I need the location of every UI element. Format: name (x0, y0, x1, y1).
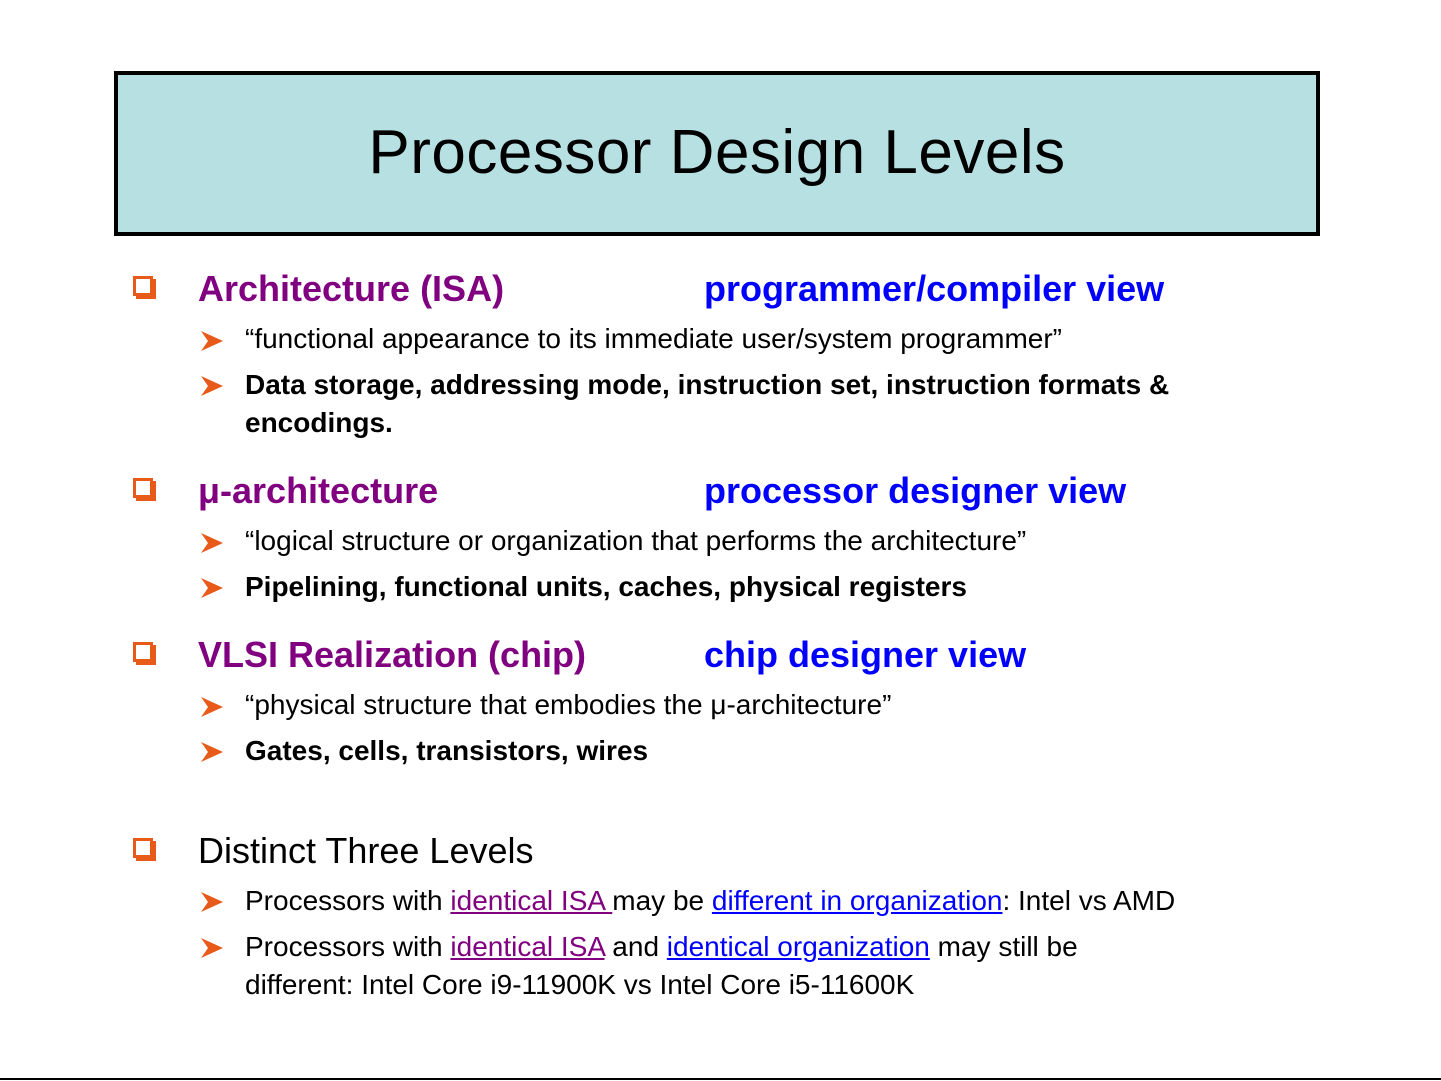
arrowhead-icon (201, 578, 223, 598)
hollow-square-icon (133, 276, 153, 296)
section-item: Pipelining, functional units, caches, physical registers (245, 571, 967, 602)
section-heading: Distinct Three Levels (198, 830, 534, 871)
section-heading: Architecture (ISA) (198, 268, 505, 309)
section-item (245, 928, 1078, 1004)
link-identical-isa[interactable]: identical ISA (450, 885, 613, 916)
title-box (114, 71, 1320, 236)
text-run: Processors with (245, 931, 451, 962)
section-item (245, 882, 1175, 920)
text-run: may be (612, 885, 712, 916)
link-different-organization[interactable]: different in organization (711, 885, 1003, 916)
section-view: chip designer view (704, 634, 1027, 675)
arrowhead-icon (201, 938, 223, 958)
section-heading: VLSI Realization (chip) (198, 634, 587, 675)
section-item: Data storage, addressing mode, instruction set, instruction formats & encodings. (245, 369, 1170, 438)
arrowhead-icon (201, 376, 223, 396)
slide-title: Processor Design Levels (368, 118, 1066, 187)
text-run: different: Intel Core i9-11900K vs Intel Core i5-11600K (245, 969, 915, 1000)
text-run: : Intel vs AMD (1002, 885, 1176, 916)
section-item: “functional appearance to its immediate user/system programmer” (245, 323, 1063, 354)
arrowhead-icon (201, 331, 223, 351)
arrowhead-icon (201, 697, 223, 717)
arrowhead-icon (201, 742, 223, 762)
text-run: and (604, 931, 667, 962)
text-run: may still be (929, 931, 1078, 962)
hollow-square-icon (133, 838, 153, 858)
section-heading: μ-architecture (198, 470, 439, 511)
hollow-square-icon (133, 642, 153, 662)
arrowhead-icon (201, 892, 223, 912)
footer-divider (0, 1078, 1441, 1080)
link-identical-organization[interactable]: identical organization (666, 931, 930, 962)
arrowhead-icon (201, 533, 223, 553)
section-view: processor designer view (704, 470, 1127, 511)
hollow-square-icon (133, 478, 153, 498)
link-identical-isa[interactable]: identical ISA (450, 931, 605, 962)
section-item: Gates, cells, transistors, wires (245, 735, 649, 766)
section-item: “logical structure or organization that performs the architecture” (245, 525, 1027, 556)
section-view: programmer/compiler view (704, 268, 1165, 309)
section-item: “physical structure that embodies the μ-architecture” (245, 689, 892, 720)
text-run: Processors with (245, 885, 451, 916)
